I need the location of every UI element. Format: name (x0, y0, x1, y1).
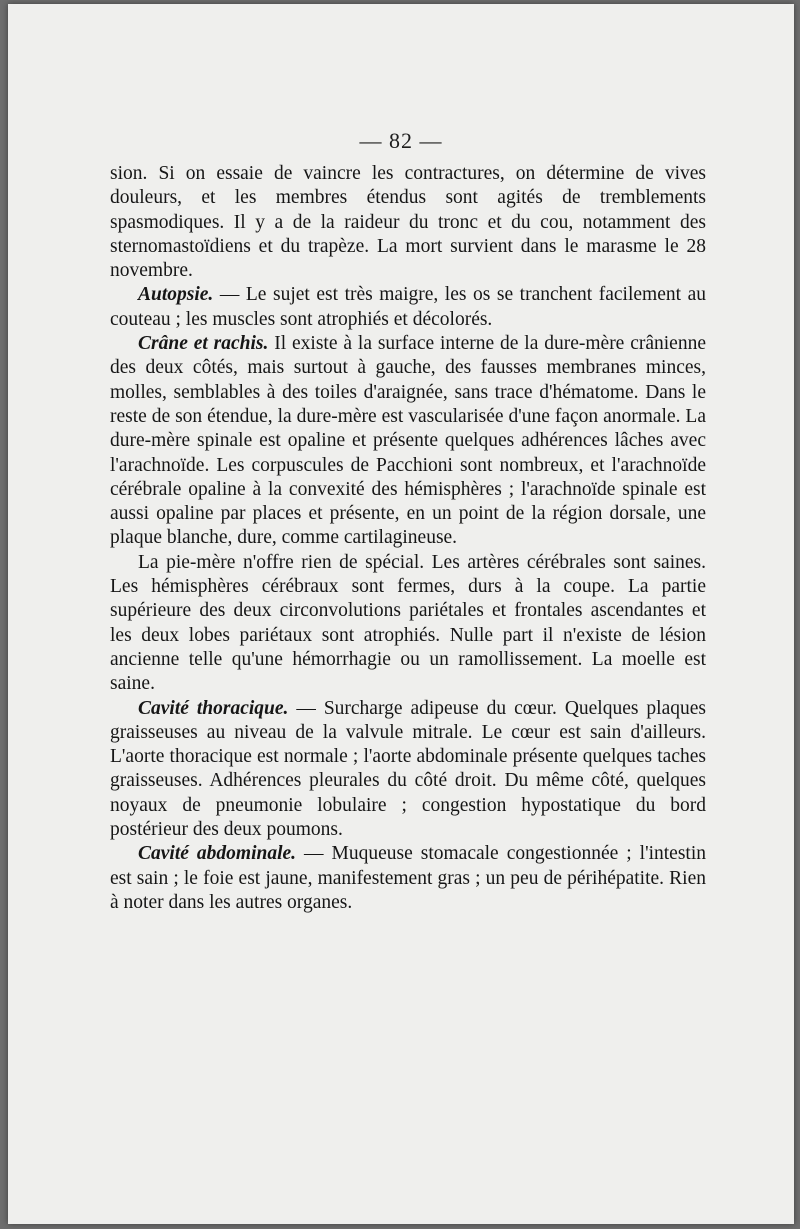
paragraph-text: sion. Si on essaie de vaincre les contractures, on détermine de vives douleurs, et les membres étendus sont agités de tremblements spasmodiques. Il y a de la raideur du tronc et du cou, notamment des sternomastoïdiens et du trapèze. La mort survient dans le marasme le 28 novembre. (110, 163, 706, 282)
paragraph-pie-mere (110, 551, 706, 697)
page-number: — 82 — (359, 128, 443, 153)
paragraph-continuation (110, 162, 706, 283)
section-lead-crane-rachis: Crâne et rachis. (138, 333, 269, 355)
paragraph-text: — Surcharge adipeuse du cœur. Quelques plaques graisseuses au niveau de la valvule mitrale. Le cœur est sain d'ailleurs. L'aorte thoracique est normale ; l'aorte abdominale présente quelques taches graisseuses. Adhérences pleurales du côté droit. Du même côté, quelques noyaux de pneumonie lobulaire ; congestion hypostatique du bord postérieur des deux poumons. (110, 697, 706, 841)
paragraph-cavite-abdominale (110, 842, 706, 915)
paragraph-text: — Muqueuse stomacale congestionnée ; l'intestin est sain ; le foie est jaune, manifestement gras ; un peu de périhépatite. Rien à noter dans les autres organes. (110, 843, 706, 913)
paragraph-autopsie (110, 283, 706, 332)
body-text (110, 162, 706, 915)
paragraph-text: Il existe à la surface interne de la dure-mère crânienne des deux côtés, mais surtout à gauche, des fausses membranes minces, molles, semblables à des toiles d'araignée, sans trace d'hématome. Dans le reste de son étendue, la dure-mère est vascularisée d'une façon anormale. La dure-mère spinale est opaline et présente quelques adhérences lâches avec l'arachnoïde. Les corpuscules de Pacchioni sont nombreux, et l'arachnoïde cérébrale opaline à la convexité des hémisphères ; l'arachnoïde spinale est aussi opaline par places et présente, en un point de la région dorsale, une plaque blanche, dure, comme cartilagineuse. (110, 333, 706, 549)
section-lead-cavite-thoracique: Cavité thoracique. (138, 697, 289, 719)
paragraph-crane-rachis (110, 332, 706, 551)
paragraph-cavite-thoracique (110, 697, 706, 843)
paragraph-text: La pie-mère n'offre rien de spécial. Les artères cérébrales sont saines. Les hémisphères cérébraux sont fermes, durs à la coupe. La partie supérieure des deux circonvolutions pariétales et frontales ascendantes et les deux lobes pariétaux sont atrophiés. Nulle part il n'existe de lésion ancienne telle qu'une hémorrhagie ou un ramollissement. La moelle est saine. (110, 551, 706, 695)
section-lead-cavite-abdominale: Cavité abdominale. (138, 843, 297, 865)
section-lead-autopsie: Autopsie. (138, 284, 214, 306)
paragraph-text: — Le sujet est très maigre, les os se tranchent facilement au couteau ; les muscles sont atrophiés et décolorés. (110, 284, 706, 330)
book-page (8, 4, 794, 1224)
